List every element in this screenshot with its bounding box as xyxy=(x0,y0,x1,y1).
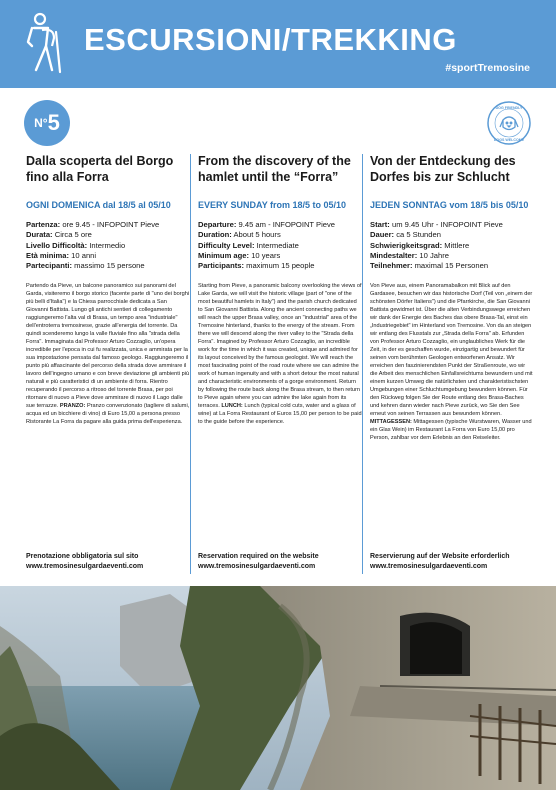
excursion-number: 5 xyxy=(47,110,60,135)
fact-item: Departure: 9.45 am - INFOPOINT Pieve xyxy=(198,220,336,229)
number-prefix: N° xyxy=(34,116,48,130)
fact-item: Teilnehmer: maximal 15 Personen xyxy=(370,261,489,271)
fact-item: Start: um 9.45 Uhr - INFOPOINT Pieve xyxy=(370,220,503,229)
facts-list xyxy=(26,220,190,282)
excursion-number-badge xyxy=(24,100,70,146)
column-schedule: EVERY SUNDAY from 18/5 to 05/10 xyxy=(198,200,347,210)
fact-item: Duration: About 5 hours xyxy=(198,230,281,240)
website-link[interactable]: www.tremosinesulgardaeventi.com xyxy=(198,562,316,570)
fact-item: Dauer: ca 5 Stunden xyxy=(370,230,441,240)
fact-item: Livello Difficoltà: Intermedio xyxy=(26,240,126,250)
column-title: Dalla scoperta del Borgo fino alla Forra xyxy=(26,154,174,184)
hiker-icon xyxy=(24,12,64,74)
column-english xyxy=(198,154,362,571)
website-link[interactable]: www.tremosinesulgardaeventi.com xyxy=(26,562,144,570)
column-title: From the discovery of the hamlet until the “Forra” xyxy=(198,154,351,184)
landscape-photo xyxy=(0,586,556,790)
reservation-note: Prenotazione obbligatoria sul sito xyxy=(26,553,139,560)
svg-text:DOG FRIENDLY: DOG FRIENDLY xyxy=(495,106,523,110)
reservation-note: Reservierung auf der Website erforderlich xyxy=(370,553,510,560)
column-schedule: JEDEN SONNTAG vom 18/5 bis 05/10 xyxy=(370,200,529,210)
website-link[interactable]: www.tremosinesulgardaeventi.com xyxy=(370,562,488,570)
dog-friendly-badge xyxy=(486,100,532,146)
description: Von Pieve aus, einem Panoramabalkon mit Blick auf den Gardasee, besuchen wir das historische Dorf (Teil von „einem der schönsten Dörfer Italiens") und die Pfarrkirche, die San Giovanni Battista gewidmet ist. Über die alten Verbindungswege erreichen wir dank der Energie des Baches das obere Brasa-Tal, einst ein „Industriegebiet" im Hinterland von Tremosine. Von da an steigen wir entlang des Flusstals zur „Strada della Forra" ab. Erfunden von Professor Arturo Cozzaglio, ein unglaubliches Werk für die Zeit, in der es geschaffen wurde, einzigartig und bewundert für seinen vom berühmten Geologen entworfenen Ansatz. Wir erreichen den faszinierendsten Punkt der Straßenroute, wo wir die Arbeit des menschlichen Einfallsreichtums bewundern und mit einem kurzen Umweg die natürlichsten und charakteristischsten Umgebungen einer Schluchtumgebung bewundern können. Für den Rückweg folgen Sie der Route entlang des Brasa-Baches und kehren dann wieder nach Pieve zurück, wo Sie den See erneut von seinen Terrassen aus bewundern können. MITTAGESSEN: Mittagessen (typische Wurstwaren, Wasser und ein Glas Wein) im Restaurant La Forra von Euro 15,00 pro Person, zahlbar vor dem Erlebnis an den Reiseleiter. xyxy=(370,283,533,441)
fact-item: Difficulty Level: Intermediate xyxy=(198,240,299,250)
fact-item: Durata: Circa 5 ore xyxy=(26,230,92,240)
fact-item: Schwierigkeitsgrad: Mittlere xyxy=(370,240,470,250)
description: Partendo da Pieve, un balcone panoramico sui panorami del Garda, visiteremo il borgo storico (facente parte di "uno dei borghi più belli d'Italia") e la Chiesa parrocchiale dedicata a San Giovanni Battista. Lungo gli antichi sentieri di collegamento raggiungeremo l'alta val di Brasa, un tempo area "industriale" dell'entroterra tremosinese, grazie all'energia del torrente. Da quindi scenderemo lungo la valle fluviale fino alla "strada della Forra". Immaginata dal Professor Arturo Cozzaglio, un'opera incredibile per l'epoca in cui fu realizzata, unica e ammirata per la sua impostazione pensata dal famoso geologo. Raggiungeremo il punto più affascinante del percorso della strada dove ammirare il lavoro dell'ingegno umano e con breve deviazione gli ambienti più naturali e più caratteristici di un ambiente di forra. Rientro recuperando il percorso a ritroso del torrente Brasa, per poi ritornare di nuovo a Pieve dove ammirare di nuovo il Lago dalle sue terrazze. PRANZO: Pranzo convenzionato (tagliere di salumi, acqua ed un bicchiere di vino) di Euro 15,00 a persona presso Ristorante La Forra da pagare alla guida prima dell'esperienza. xyxy=(26,283,190,425)
column-divider xyxy=(362,154,363,574)
facts-list xyxy=(198,220,362,282)
page-header xyxy=(0,0,556,88)
column-schedule: OGNI DOMENICA dal 18/5 al 05/10 xyxy=(26,200,171,210)
hashtag: #sportTremosine xyxy=(445,62,530,74)
svg-text:DOGS WELCOME: DOGS WELCOME xyxy=(493,138,525,142)
reservation-note: Reservation required on the website xyxy=(198,553,319,560)
facts-list xyxy=(370,220,534,282)
fact-item: Minimum age: 10 years xyxy=(198,250,281,260)
column-divider xyxy=(190,154,191,574)
description: Starting from Pieve, a panoramic balcony overlooking the views of Lake Garda, we will visit the historic village (part of "one of the most beautiful hamlets in Italy") and the parish church dedicated to San Giovanni Battista. Along the ancient connecting paths we will reach the upper Brasa valley, once an "industrial" area of the Tremosine hinterland, thanks to the energy of the stream. From there we will descend along the river valley to the "Strada della Forra". Imagined by Professor Arturo Cozzaglio, an incredible work for the time in which it was created, unique and admired for its layout conceived by the famous geologist. We will reach the most fascinating point of the road route where we can admire the work of human ingenuity and with a short detour the most natural and characteristic environments of a gorge environment. Return by following the route back along the Brasa stream, to then return to Pieve again where you can admire the lake again from its terraces. LUNCH: Lunch (typical cold cuts, water and a glass of wine) at La Forra Restaurant of Euros 15,00 per person to be paid to the guide before the experience. xyxy=(198,283,362,425)
fact-item: Participants: maximum 15 people xyxy=(198,261,315,271)
fact-item: Mindestalter: 10 Jahre xyxy=(370,250,449,260)
fact-item: Partenza: ore 9.45 - INFOPOINT Pieve xyxy=(26,220,160,229)
column-italian xyxy=(26,154,190,571)
column-title: Von der Entdeckung des Dorfes bis zur Schlucht xyxy=(370,154,516,184)
fact-item: Età minima: 10 anni xyxy=(26,250,97,260)
column-german xyxy=(370,154,534,571)
fact-item: Partecipanti: massimo 15 persone xyxy=(26,261,145,271)
page-title: ESCURSIONI/TREKKING xyxy=(84,22,457,57)
